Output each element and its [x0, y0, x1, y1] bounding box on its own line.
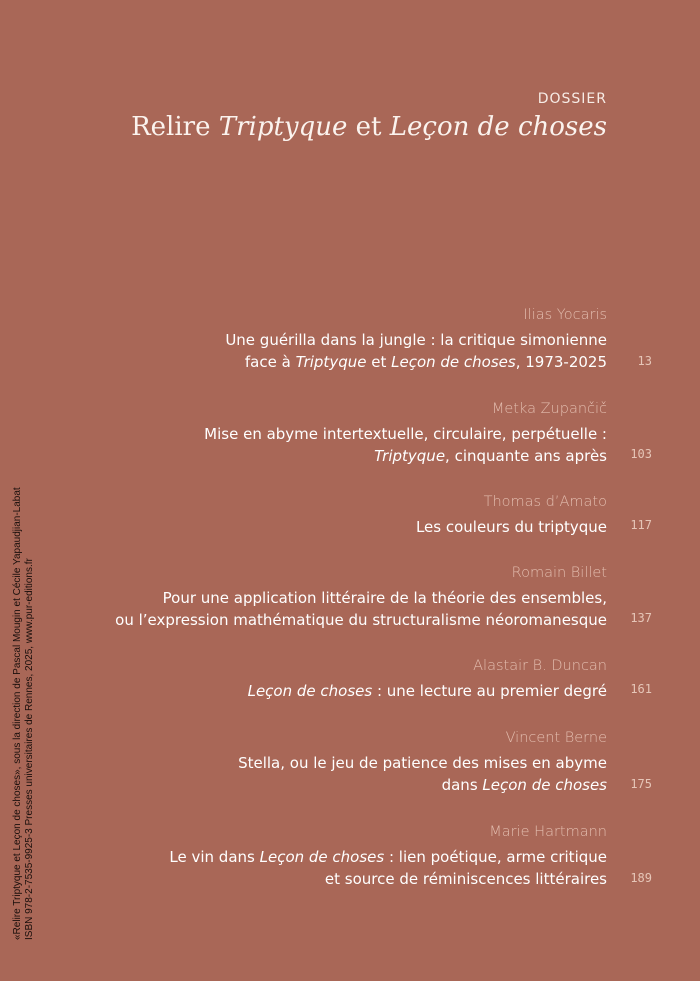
entry-page-number: 103: [630, 447, 652, 461]
toc-entry[interactable]: [0, 492, 700, 539]
entry-title-line: Les couleurs du triptyque: [415, 518, 607, 536]
entry-text: , 1973-2025: [515, 352, 607, 371]
entry-title-line: Pour une application littéraire de la théorie des ensembles,: [162, 589, 607, 607]
entry-title-line: Stella, ou le jeu de patience des mises en abyme: [238, 754, 607, 772]
entry-text: et: [366, 352, 392, 371]
entry-italic: Leçon de choses: [482, 775, 607, 794]
side-notice-line-1: «Relire Triptyque et Leçon de choses», sous la direction de Pascal Mougin et Cécile Yapaudjian-Labat: [12, 487, 23, 940]
entry-title-line: ou l’expression mathématique du structuralisme néoromanesque: [115, 610, 607, 629]
entry-title-line: et source de réminiscences littéraires: [324, 869, 607, 888]
title-italic-2: Leçon de choses: [389, 112, 607, 142]
toc-entry[interactable]: [0, 822, 700, 890]
entry-page-number: 175: [630, 777, 652, 791]
toc-entry[interactable]: [0, 399, 700, 467]
entry-page-number: 161: [630, 682, 652, 696]
entry-title-line: [0, 775, 607, 797]
entry-title-line: [0, 681, 607, 703]
entry-author: Alastair B. Duncan: [473, 658, 607, 674]
entry-page-number: 13: [637, 354, 652, 368]
dossier-title: [131, 110, 607, 144]
entry-text: dans: [441, 775, 483, 794]
entry-text: face à: [244, 352, 296, 371]
entry-italic: Triptyque: [374, 446, 446, 465]
entry-author: Romain Billet: [511, 565, 607, 581]
entry-text: Le vin dans: [169, 848, 260, 866]
entry-italic: Leçon de choses: [259, 848, 385, 866]
entry-author: Metka Zupančič: [491, 401, 607, 417]
title-italic-1: Triptyque: [218, 112, 348, 142]
entry-page-number: 189: [630, 871, 652, 885]
side-notice-line-2: ISBN 978-2-7535-9925-3 Presses universitaires de Rennes, 2025, www.pur-editions.fr: [23, 558, 35, 940]
title-pre: Relire: [131, 112, 219, 142]
entry-italic: Leçon de choses: [247, 682, 373, 700]
entry-title-line: Une guérilla dans la jungle : la critique simonienne: [225, 331, 607, 349]
entry-italic: Triptyque: [295, 352, 367, 371]
entry-title-line: [0, 847, 607, 869]
entry-author: Ilias Yocaris: [523, 307, 607, 323]
dossier-kicker: DOSSIER: [537, 91, 607, 107]
entry-title-line: [0, 446, 607, 468]
entry-text: , cinquante ans après: [445, 446, 607, 465]
entry-page-number: 137: [630, 611, 652, 625]
toc-entry[interactable]: [0, 728, 700, 796]
dossier-header: [131, 90, 607, 144]
entry-text: : lien poétique, arme critique: [384, 848, 607, 866]
toc-entry[interactable]: [0, 656, 700, 703]
entry-text: : une lecture au premier degré: [372, 682, 607, 700]
entry-author: Vincent Berne: [505, 730, 607, 746]
side-notice-text: [12, 487, 35, 940]
entry-title-line: Mise en abyme intertextuelle, circulaire, perpétuelle :: [204, 425, 607, 443]
entry-author: Marie Hartmann: [489, 824, 607, 840]
entry-title-line: [0, 352, 607, 374]
toc-entry[interactable]: [0, 305, 700, 373]
entry-page-number: 117: [630, 518, 652, 532]
entry-author: Thomas d’Amato: [483, 494, 607, 510]
toc-entry[interactable]: [0, 563, 700, 631]
title-mid: et: [347, 112, 390, 142]
entry-italic: Leçon de choses: [391, 352, 516, 371]
